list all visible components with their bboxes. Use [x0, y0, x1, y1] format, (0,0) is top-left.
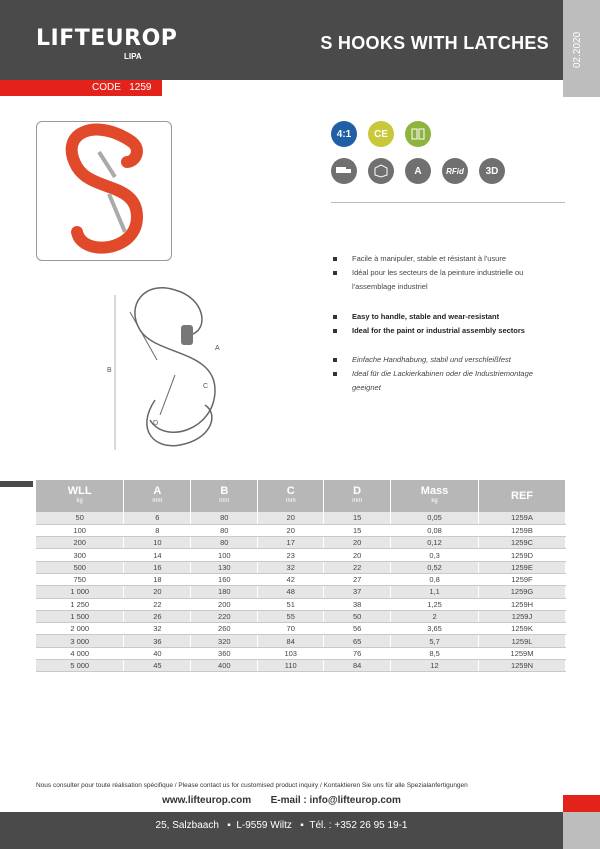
feature-de-1: Einfache Handhabung, stabil und verschleißfest — [331, 353, 561, 367]
table-cell: 300 — [36, 549, 124, 561]
table-row — [36, 561, 566, 573]
safety-factor-icon: 4:1 — [331, 121, 357, 147]
table-row — [36, 549, 566, 561]
ce-mark-icon: CE — [368, 121, 394, 147]
table-cell: 160 — [191, 573, 258, 585]
table-cell: 1259G — [479, 586, 566, 598]
col-b: B mm — [191, 480, 258, 512]
table-cell: 1259H — [479, 598, 566, 610]
table-cell: 0,05 — [391, 512, 479, 524]
table-cell: 37 — [324, 586, 391, 598]
table-cell: 0,08 — [391, 524, 479, 536]
col-d: D mm — [324, 480, 391, 512]
feature-de-2: Ideal für die Lackierkabinen oder die Industriemontage geeignet — [331, 367, 561, 395]
footer-accent-grey — [563, 812, 600, 849]
address-city: L-9559 Wiltz — [236, 820, 292, 831]
3d-model-icon: 3D — [479, 158, 505, 184]
col-c: C mm — [258, 480, 324, 512]
table-cell: 1259E — [479, 561, 566, 573]
table-cell: 0,3 — [391, 549, 479, 561]
table-cell: 1259L — [479, 635, 566, 647]
manual-book-icon — [405, 121, 431, 147]
col-wll: WLL kg — [36, 480, 124, 512]
table-cell: 50 — [324, 610, 391, 622]
code-value: 1259 — [129, 82, 152, 93]
issue-date: 02.2020 — [572, 31, 583, 68]
table-cell: 55 — [258, 610, 324, 622]
table-cell: 4 000 — [36, 647, 124, 659]
dim-label-a: A — [215, 345, 220, 352]
dim-label-b: B — [107, 367, 112, 374]
table-cell: 12 — [391, 660, 479, 672]
table-cell: 76 — [324, 647, 391, 659]
table-cell: 260 — [191, 623, 258, 635]
table-cell: 100 — [36, 524, 124, 536]
feature-fr-2: Idéal pour les secteurs de la peinture industrielle ou l'assemblage industriel — [331, 266, 561, 294]
table-cell: 220 — [191, 610, 258, 622]
table-cell: 38 — [324, 598, 391, 610]
contact-line — [0, 795, 563, 806]
table-cell: 1259K — [479, 623, 566, 635]
table-cell: 20 — [124, 586, 191, 598]
table-cell: 23 — [258, 549, 324, 561]
table-cell: 3 000 — [36, 635, 124, 647]
table-cell: 84 — [324, 660, 391, 672]
table-cell: 200 — [36, 537, 124, 549]
custom-inquiry-note: Nous consulter pour toute réalisation spécifique / Please contact us for customised product inquiry / Kontaktieren Sie uns für alle Spezialanfertigungen — [36, 782, 468, 789]
feature-en-2: Ideal for the paint or industrial assembly sectors — [331, 324, 561, 338]
table-cell: 3,65 — [391, 623, 479, 635]
table-cell: 51 — [258, 598, 324, 610]
table-row — [36, 610, 566, 622]
table-cell: 15 — [324, 512, 391, 524]
table-cell: 50 — [36, 512, 124, 524]
col-mass: Mass kg — [391, 480, 479, 512]
table-cell: 36 — [124, 635, 191, 647]
table-row — [36, 647, 566, 659]
table-cell: 42 — [258, 573, 324, 585]
table-cell: 22 — [124, 598, 191, 610]
col-a: A mm — [124, 480, 191, 512]
table-row — [36, 635, 566, 647]
table-cell: 20 — [258, 524, 324, 536]
table-cell: 100 — [191, 549, 258, 561]
footer-accent-red — [563, 795, 600, 812]
website-link[interactable]: www.lifteurop.com — [162, 795, 252, 806]
address-street: 25, Salzbaach — [155, 820, 219, 831]
brand-logo: LIFTEUROP — [36, 26, 178, 51]
mobile-app-icon: A — [405, 158, 431, 184]
table-marker — [0, 481, 33, 487]
divider — [331, 202, 565, 203]
table-cell: 84 — [258, 635, 324, 647]
table-cell: 103 — [258, 647, 324, 659]
table-cell: 0,52 — [391, 561, 479, 573]
table-cell: 40 — [124, 647, 191, 659]
table-cell: 8,5 — [391, 647, 479, 659]
table-cell: 1259M — [479, 647, 566, 659]
delivery-truck-icon — [331, 158, 357, 184]
table-cell: 1259A — [479, 512, 566, 524]
table-cell: 1259N — [479, 660, 566, 672]
table-row — [36, 537, 566, 549]
table-row — [36, 573, 566, 585]
address-footer: 25, Salzbaach ▪ L-9559 Wiltz ▪ Tél. : +352 26 95 19-1 — [0, 812, 563, 849]
table-row — [36, 512, 566, 524]
table-cell: 80 — [191, 512, 258, 524]
table-row — [36, 623, 566, 635]
code-label: CODE — [92, 82, 121, 93]
package-box-icon — [368, 158, 394, 184]
table-cell: 20 — [258, 512, 324, 524]
table-cell: 10 — [124, 537, 191, 549]
table-cell: 0,12 — [391, 537, 479, 549]
table-cell: 400 — [191, 660, 258, 672]
phone-number: Tél. : +352 26 95 19-1 — [309, 820, 408, 831]
table-row — [36, 524, 566, 536]
rfid-icon: RFid — [442, 158, 468, 184]
table-cell: 48 — [258, 586, 324, 598]
table-cell: 8 — [124, 524, 191, 536]
table-cell: 130 — [191, 561, 258, 573]
table-cell: 17 — [258, 537, 324, 549]
table-row — [36, 660, 566, 672]
table-cell: 15 — [324, 524, 391, 536]
product-photo — [36, 121, 172, 261]
table-cell: 65 — [324, 635, 391, 647]
table-row — [36, 586, 566, 598]
header-bar — [0, 0, 563, 80]
table-cell: 56 — [324, 623, 391, 635]
table-cell: 500 — [36, 561, 124, 573]
table-row — [36, 598, 566, 610]
table-cell: 20 — [324, 549, 391, 561]
specifications-table — [36, 480, 566, 672]
dim-label-c: C — [203, 383, 209, 390]
table-cell: 32 — [258, 561, 324, 573]
table-cell: 27 — [324, 573, 391, 585]
table-cell: 1,25 — [391, 598, 479, 610]
table-cell: 2 000 — [36, 623, 124, 635]
features-en — [331, 310, 561, 338]
table-body — [36, 512, 566, 672]
table-cell: 1 250 — [36, 598, 124, 610]
table-cell: 2 — [391, 610, 479, 622]
table-cell: 180 — [191, 586, 258, 598]
features-de — [331, 353, 561, 395]
table-cell: 5,7 — [391, 635, 479, 647]
table-cell: 1259B — [479, 524, 566, 536]
feature-fr-1: Facile à manipuler, stable et résistant à l'usure — [331, 252, 561, 266]
table-cell: 80 — [191, 537, 258, 549]
col-ref: REF — [479, 480, 566, 512]
table-cell: 750 — [36, 573, 124, 585]
dim-label-d: D — [153, 420, 159, 427]
table-header-row — [36, 480, 566, 512]
table-cell: 200 — [191, 598, 258, 610]
features-fr — [331, 252, 561, 294]
table-cell: 45 — [124, 660, 191, 672]
table-cell: 1 500 — [36, 610, 124, 622]
table-cell: 0,8 — [391, 573, 479, 585]
feature-en-1: Easy to handle, stable and wear-resistant — [331, 310, 561, 324]
table-cell: 32 — [124, 623, 191, 635]
table-cell: 80 — [191, 524, 258, 536]
table-cell: 18 — [124, 573, 191, 585]
table-cell: 1259D — [479, 549, 566, 561]
table-cell: 5 000 — [36, 660, 124, 672]
table-cell: 20 — [324, 537, 391, 549]
email-link[interactable]: E-mail : info@lifteurop.com — [270, 795, 401, 806]
table-cell: 1259J — [479, 610, 566, 622]
code-bar — [0, 80, 162, 96]
page-title: S HOOKS WITH LATCHES — [320, 33, 549, 53]
table-cell: 16 — [124, 561, 191, 573]
table-cell: 1259F — [479, 573, 566, 585]
table-cell: 14 — [124, 549, 191, 561]
table-cell: 110 — [258, 660, 324, 672]
table-cell: 6 — [124, 512, 191, 524]
table-cell: 1 000 — [36, 586, 124, 598]
table-cell: 70 — [258, 623, 324, 635]
table-cell: 320 — [191, 635, 258, 647]
brand-sub-logo: LIPA — [124, 52, 142, 61]
technical-drawing — [95, 280, 245, 460]
table-cell: 22 — [324, 561, 391, 573]
table-cell: 1259C — [479, 537, 566, 549]
table-cell: 1,1 — [391, 586, 479, 598]
table-cell: 360 — [191, 647, 258, 659]
table-cell: 26 — [124, 610, 191, 622]
